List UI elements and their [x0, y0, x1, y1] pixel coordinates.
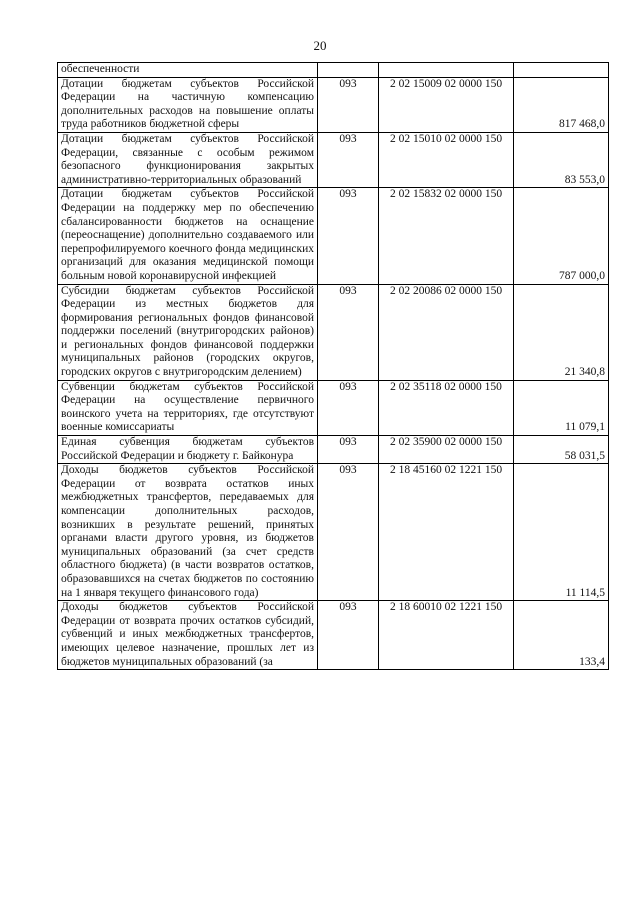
- budget-classification-code-cell: 2 02 20086 02 0000 150: [379, 284, 514, 380]
- amount-cell: 58 031,5: [514, 436, 609, 464]
- admin-code-cell: 093: [318, 132, 379, 187]
- amount-cell: 787 000,0: [514, 188, 609, 284]
- income-name-cell: Единая субвенция бюджетам субъектов Российской Федерации и бюджету г. Байконура: [58, 436, 318, 464]
- amount-cell: 83 553,0: [514, 132, 609, 187]
- budget-classification-code-cell: 2 02 35118 02 0000 150: [379, 380, 514, 435]
- amount-cell: 11 114,5: [514, 464, 609, 601]
- income-name-cell: обеспеченности: [58, 63, 318, 78]
- budget-table: [57, 62, 609, 670]
- table-row: [58, 132, 609, 187]
- income-name-cell: Дотации бюджетам субъектов Российской Федерации на частичную компенсацию дополнительных расходов на повышение оплаты труда работников бюджетной сферы: [58, 77, 318, 132]
- table-row: [58, 436, 609, 464]
- budget-classification-code-cell: 2 18 60010 02 1221 150: [379, 601, 514, 670]
- income-name-cell: Доходы бюджетов субъектов Российской Федерации от возврата остатков иных межбюджетных трансфертов, передаваемых для компенсации дополнительных расходов, возникших в результате решений, принятых органами власти другого уровня, из бюджетов муниципальных образований (за счет средств областного бюджета) (в части возвратов остатков, образовавшихся на счетах бюджетов по состоянию на 1 января текущего финансового года): [58, 464, 318, 601]
- table-row: [58, 284, 609, 380]
- income-name-cell: Субвенции бюджетам субъектов Российской Федерации на осуществление первичного воинского учета на территориях, где отсутствуют военные комиссариаты: [58, 380, 318, 435]
- table-row: [58, 63, 609, 78]
- income-name-cell: Субсидии бюджетам субъектов Российской Федерации из местных бюджетов для формирования региональных фондов финансовой поддержки поселений (внутригородских районов) и региональных фондов финансовой поддержки муниципальных районов (городских округов, городских округов с внутригородским делением): [58, 284, 318, 380]
- budget-classification-code-cell: 2 02 15010 02 0000 150: [379, 132, 514, 187]
- income-name-cell: Дотации бюджетам субъектов Российской Федерации, связанные с особым режимом безопасного функционирования закрытых административно-территориальных образований: [58, 132, 318, 187]
- amount-cell: 133,4: [514, 601, 609, 670]
- budget-classification-code-cell: 2 18 45160 02 1221 150: [379, 464, 514, 601]
- income-name-cell: Доходы бюджетов субъектов Российской Федерации от возврата прочих остатков субсидий, субвенций и иных межбюджетных трансфертов, имеющих целевое назначение, прошлых лет из бюджетов муниципальных образований (за: [58, 601, 318, 670]
- table-row: [58, 77, 609, 132]
- budget-classification-code-cell: 2 02 15832 02 0000 150: [379, 188, 514, 284]
- table-row: [58, 601, 609, 670]
- admin-code-cell: 093: [318, 464, 379, 601]
- admin-code-cell: 093: [318, 284, 379, 380]
- admin-code-cell: 093: [318, 77, 379, 132]
- amount-cell: 21 340,8: [514, 284, 609, 380]
- amount-cell: 11 079,1: [514, 380, 609, 435]
- income-name-cell: Дотации бюджетам субъектов Российской Федерации на поддержку мер по обеспечению сбалансированности бюджетов на оснащение (переоснащение) дополнительно создаваемого или перепрофилируемого коечного фонда медицинских организаций для оказания медицинской помощи больным новой коронавирусной инфекцией: [58, 188, 318, 284]
- admin-code-cell: 093: [318, 380, 379, 435]
- budget-classification-code-cell: 2 02 35900 02 0000 150: [379, 436, 514, 464]
- page-number: 20: [313, 38, 327, 53]
- amount-cell: [514, 63, 609, 78]
- table-row: [58, 464, 609, 601]
- budget-classification-code-cell: 2 02 15009 02 0000 150: [379, 77, 514, 132]
- amount-cell: 817 468,0: [514, 77, 609, 132]
- admin-code-cell: [318, 63, 379, 78]
- budget-classification-code-cell: [379, 63, 514, 78]
- admin-code-cell: 093: [318, 188, 379, 284]
- table-row: [58, 188, 609, 284]
- admin-code-cell: 093: [318, 436, 379, 464]
- admin-code-cell: 093: [318, 601, 379, 670]
- table-row: [58, 380, 609, 435]
